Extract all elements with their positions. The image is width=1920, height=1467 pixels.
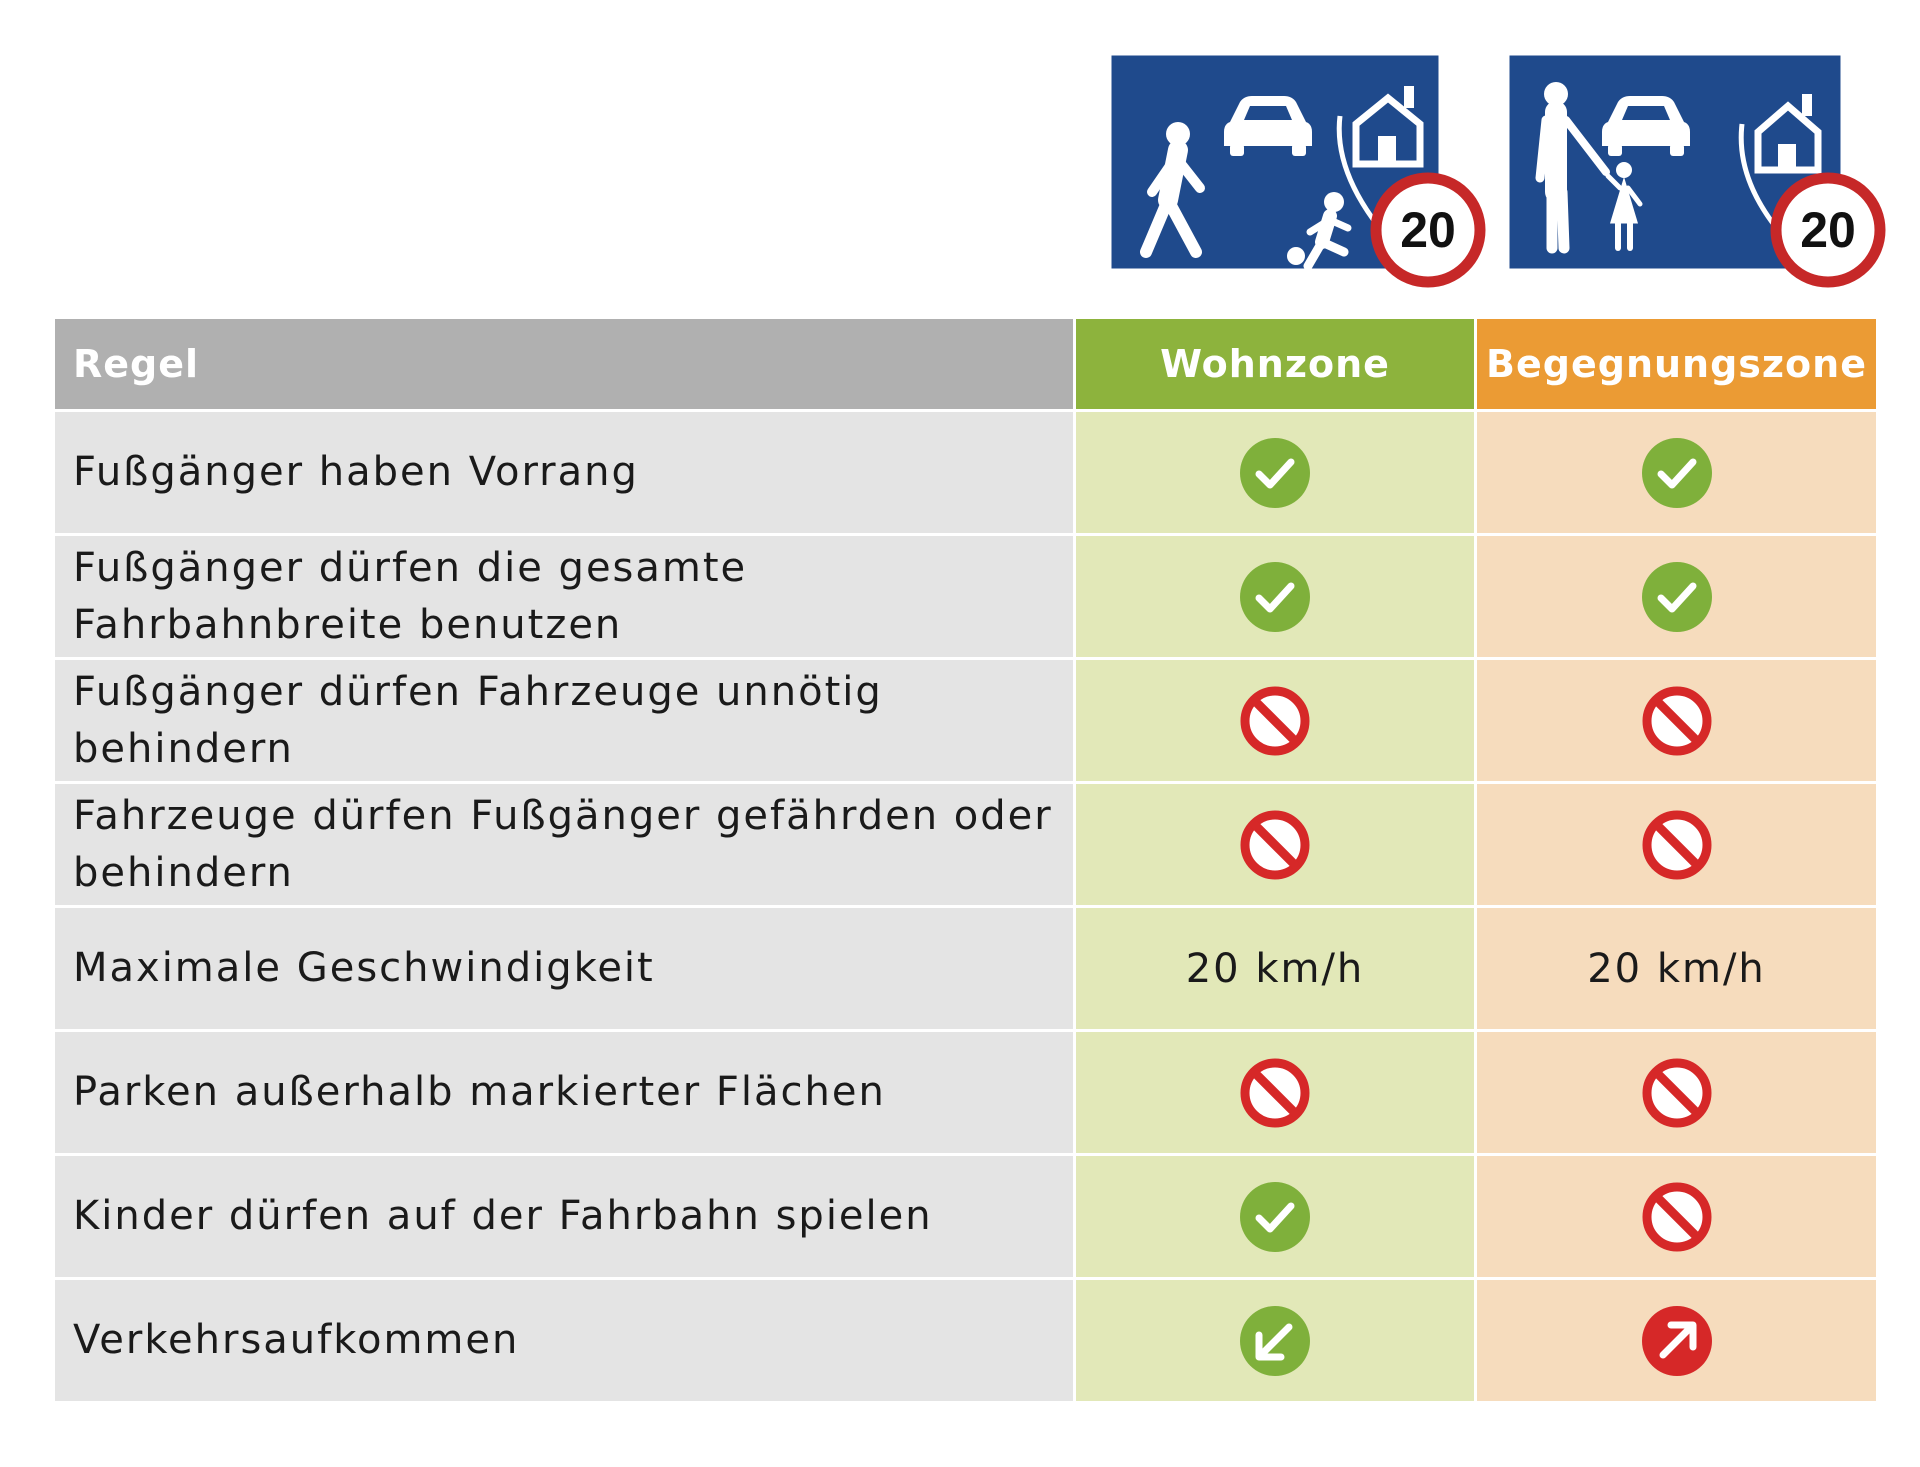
begegnungszone-cell — [1476, 411, 1878, 535]
wohnzone-sign — [1108, 52, 1484, 292]
table-row — [54, 1155, 1878, 1279]
prohibited-icon — [1641, 1057, 1713, 1129]
column-header-rule: Regel — [54, 318, 1075, 411]
prohibited-icon — [1641, 685, 1713, 757]
begegnungszone-cell — [1476, 535, 1878, 659]
begegnungszone-cell — [1476, 1279, 1878, 1403]
rule-label: Kinder dürfen auf der Fahrbahn spielen — [54, 1155, 1075, 1279]
wohnzone-cell — [1075, 783, 1476, 907]
begegnungszone-sign — [1506, 52, 1886, 292]
table-header-row — [54, 318, 1878, 411]
table-body — [54, 411, 1878, 1403]
prohibited-icon — [1641, 1181, 1713, 1253]
begegnungszone-cell — [1476, 659, 1878, 783]
rule-label: Maximale Geschwindigkeit — [54, 907, 1075, 1031]
begegnungszone-cell — [1476, 1155, 1878, 1279]
column-header-begegnungszone: Begegnungszone — [1476, 318, 1878, 411]
rule-label: Fußgänger dürfen Fahrzeuge unnötig behindern — [54, 659, 1075, 783]
wohnzone-cell — [1075, 411, 1476, 535]
begegnungszone-cell — [1476, 783, 1878, 907]
arrow-up-right-icon — [1641, 1305, 1713, 1377]
check-icon — [1641, 437, 1713, 509]
table-row — [54, 535, 1878, 659]
speed-limit-value: 20 — [1400, 202, 1456, 258]
speed-limit-sign — [1376, 178, 1480, 282]
prohibited-icon — [1239, 1057, 1311, 1129]
table-row — [54, 1279, 1878, 1403]
wohnzone-cell — [1075, 1031, 1476, 1155]
table-row — [54, 411, 1878, 535]
rule-label: Fahrzeuge dürfen Fußgänger gefährden oder behindern — [54, 783, 1075, 907]
begegnungszone-value: 20 km/h — [1587, 945, 1766, 992]
table-row — [54, 907, 1878, 1031]
table-row — [54, 659, 1878, 783]
wohnzone-value: 20 km/h — [1185, 945, 1365, 992]
wohnzone-cell — [1075, 1155, 1476, 1279]
wohnzone-cell — [1075, 535, 1476, 659]
zone-signs — [1108, 52, 1920, 292]
wohnzone-cell — [1075, 659, 1476, 783]
check-icon — [1641, 561, 1713, 633]
rule-label: Fußgänger dürfen die gesamte Fahrbahnbreite benutzen — [54, 535, 1075, 659]
rule-label: Verkehrsaufkommen — [54, 1279, 1075, 1403]
table-row — [54, 1031, 1878, 1155]
begegnungszone-cell — [1476, 1031, 1878, 1155]
wohnzone-cell — [1075, 907, 1476, 1031]
check-icon — [1239, 561, 1311, 633]
speed-limit-sign — [1776, 178, 1880, 282]
speed-limit-value: 20 — [1800, 202, 1856, 258]
wohnzone-cell — [1075, 1279, 1476, 1403]
prohibited-icon — [1239, 685, 1311, 757]
prohibited-icon — [1239, 809, 1311, 881]
arrow-down-left-icon — [1239, 1305, 1311, 1377]
table-row — [54, 783, 1878, 907]
rule-label: Parken außerhalb markierter Flächen — [54, 1031, 1075, 1155]
begegnungszone-cell — [1476, 907, 1878, 1031]
zone-comparison-table — [52, 316, 1879, 1404]
check-icon — [1239, 1181, 1311, 1253]
column-header-wohnzone: Wohnzone — [1075, 318, 1476, 411]
prohibited-icon — [1641, 809, 1713, 881]
check-icon — [1239, 437, 1311, 509]
rule-label: Fußgänger haben Vorrang — [54, 411, 1075, 535]
